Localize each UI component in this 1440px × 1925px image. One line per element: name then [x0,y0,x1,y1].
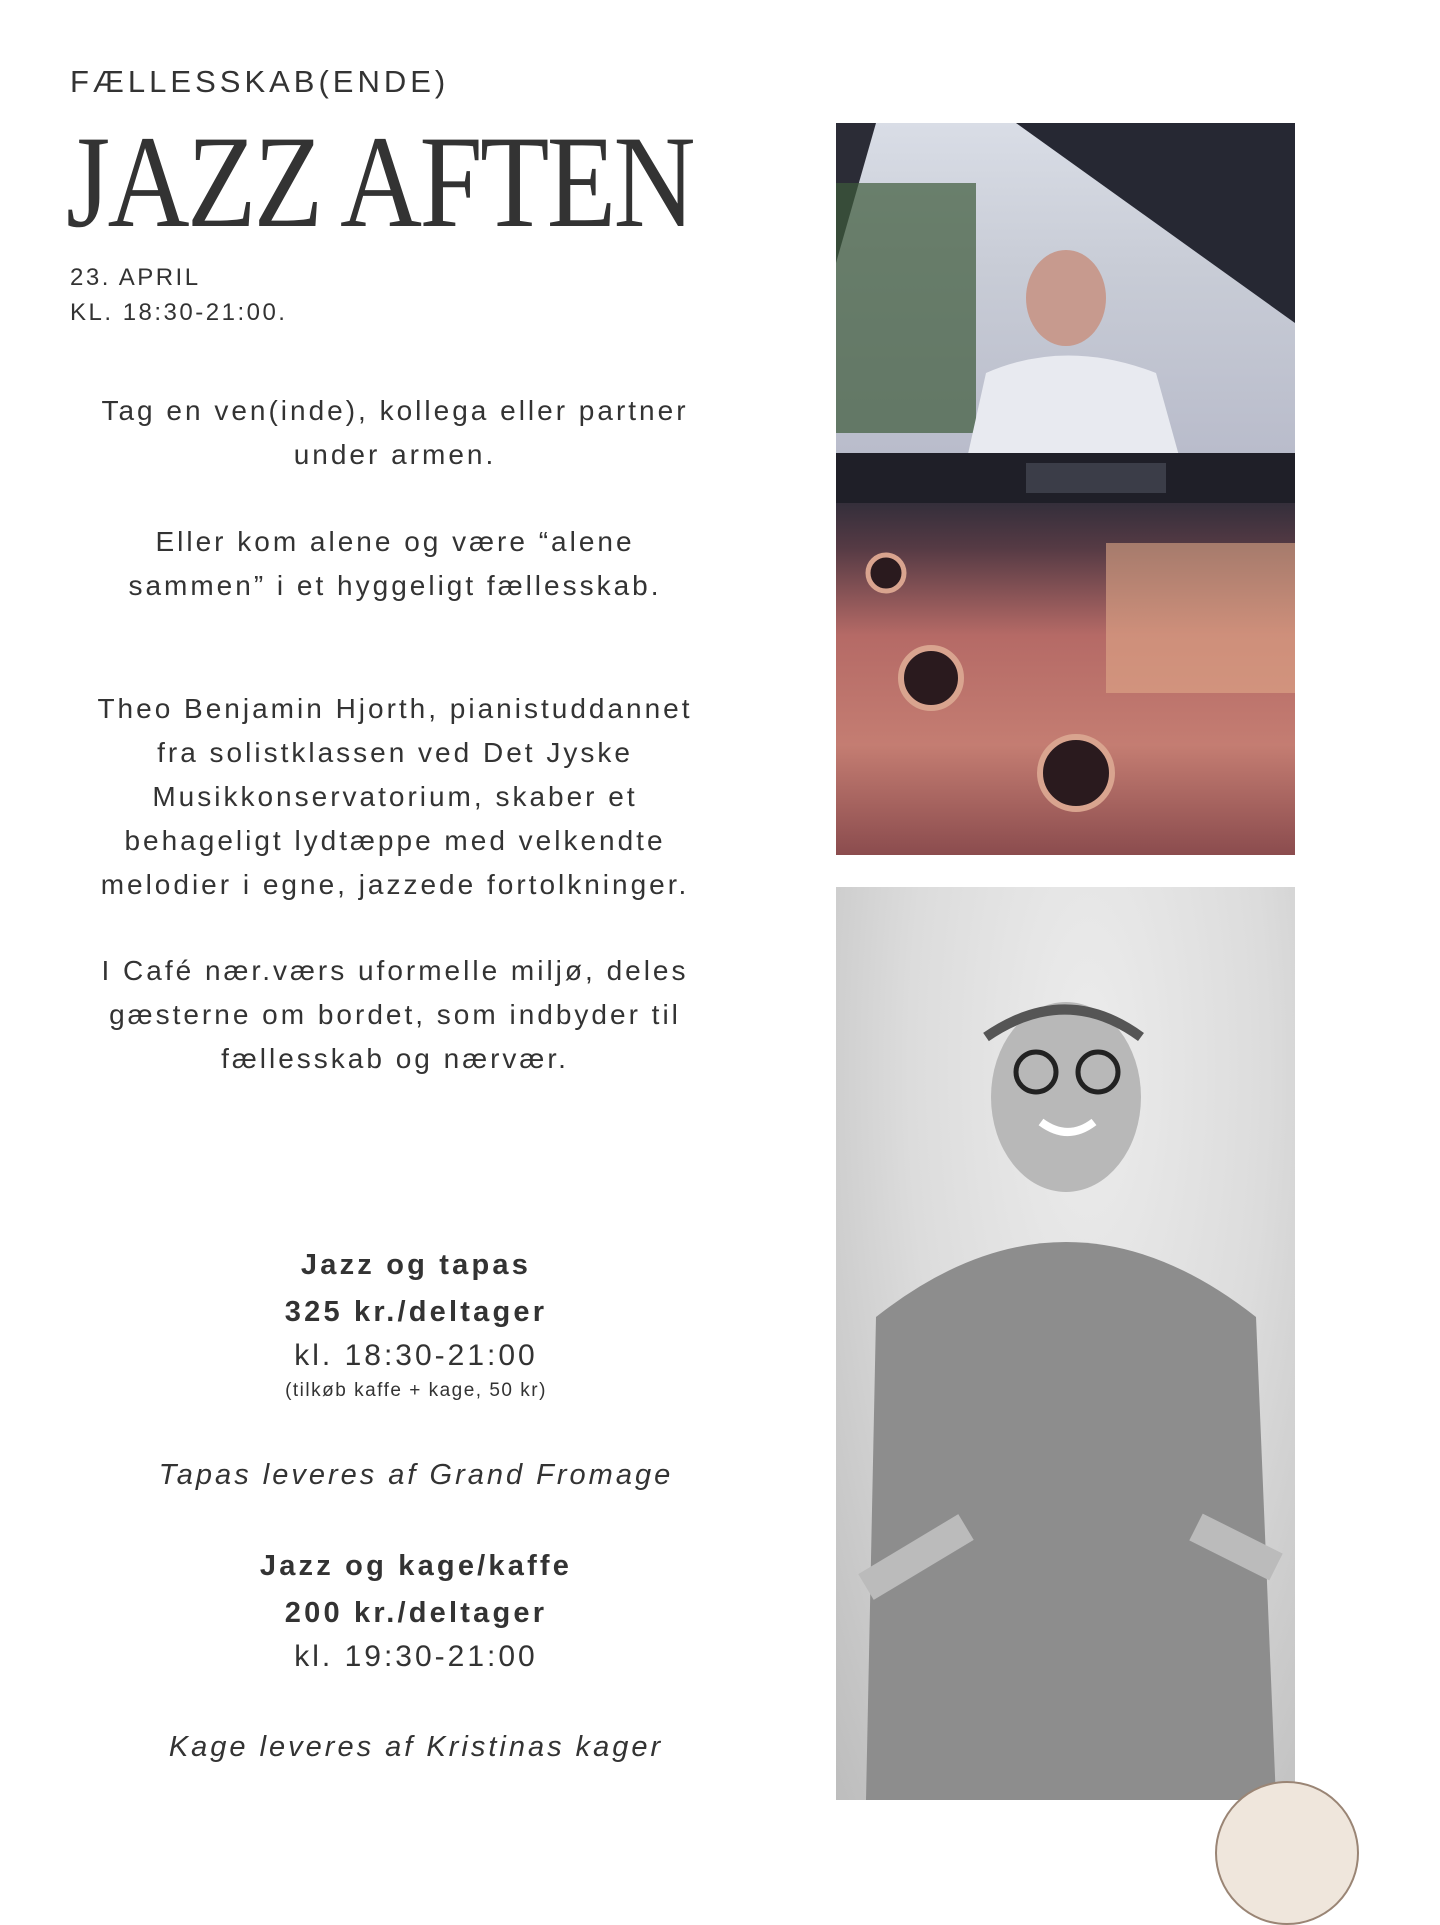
portrait-illustration [836,887,1295,1800]
piano-illustration [836,123,1295,855]
text-line: Tag en ven(inde), kollega eller partner [101,395,689,426]
decorative-circle [1215,1781,1359,1925]
text-line: fra solistklassen ved Det Jyske [157,737,633,768]
text-line: gæsterne om bordet, som indbyder til [109,999,681,1030]
intro-paragraph [65,389,725,477]
offer-price: 325 kr./deltager [284,1296,548,1328]
eyebrow-label: FÆLLESSKAB(ENDE) [70,64,450,99]
text-line: behageligt lydtæppe med velkendte [124,825,666,856]
text-line: Eller kom alene og være “alene [155,526,635,557]
offer-time: kl. 18:30-21:00 [294,1339,538,1372]
offer-supplier: Tapas leveres af Grand Fromage [158,1459,674,1491]
text-line: melodier i egne, jazzede fortolkninger. [100,869,690,900]
musician-paragraph [65,687,725,907]
text-line: fællesskab og nærvær. [221,1043,569,1074]
page-title: JAZZ AFTEN [66,108,693,255]
offer-name: Jazz og kage/kaffe [259,1550,573,1582]
event-time: KL. 18:30-21:00. [70,299,288,326]
alone-paragraph [65,520,725,608]
offer-supplier: Kage leveres af Kristinas kager [168,1731,664,1763]
musician-portrait-photo [836,887,1295,1800]
offer-price: 200 kr./deltager [284,1597,548,1629]
piano-performance-photo [836,123,1295,855]
text-line: Theo Benjamin Hjorth, pianistuddannet [97,693,693,724]
text-line: sammen” i et hyggeligt fællesskab. [128,570,662,601]
event-date: 23. APRIL [70,264,201,291]
cafe-paragraph [65,949,725,1081]
text-line: I Café nær.værs uformelle miljø, deles [101,955,689,986]
text-line: under armen. [293,439,497,470]
offer-time: kl. 19:30-21:00 [294,1640,538,1673]
offer-name: Jazz og tapas [300,1249,532,1281]
text-line: Musikkonservatorium, skaber et [152,781,638,812]
offer-note: (tilkøb kaffe + kage, 50 kr) [285,1380,547,1401]
